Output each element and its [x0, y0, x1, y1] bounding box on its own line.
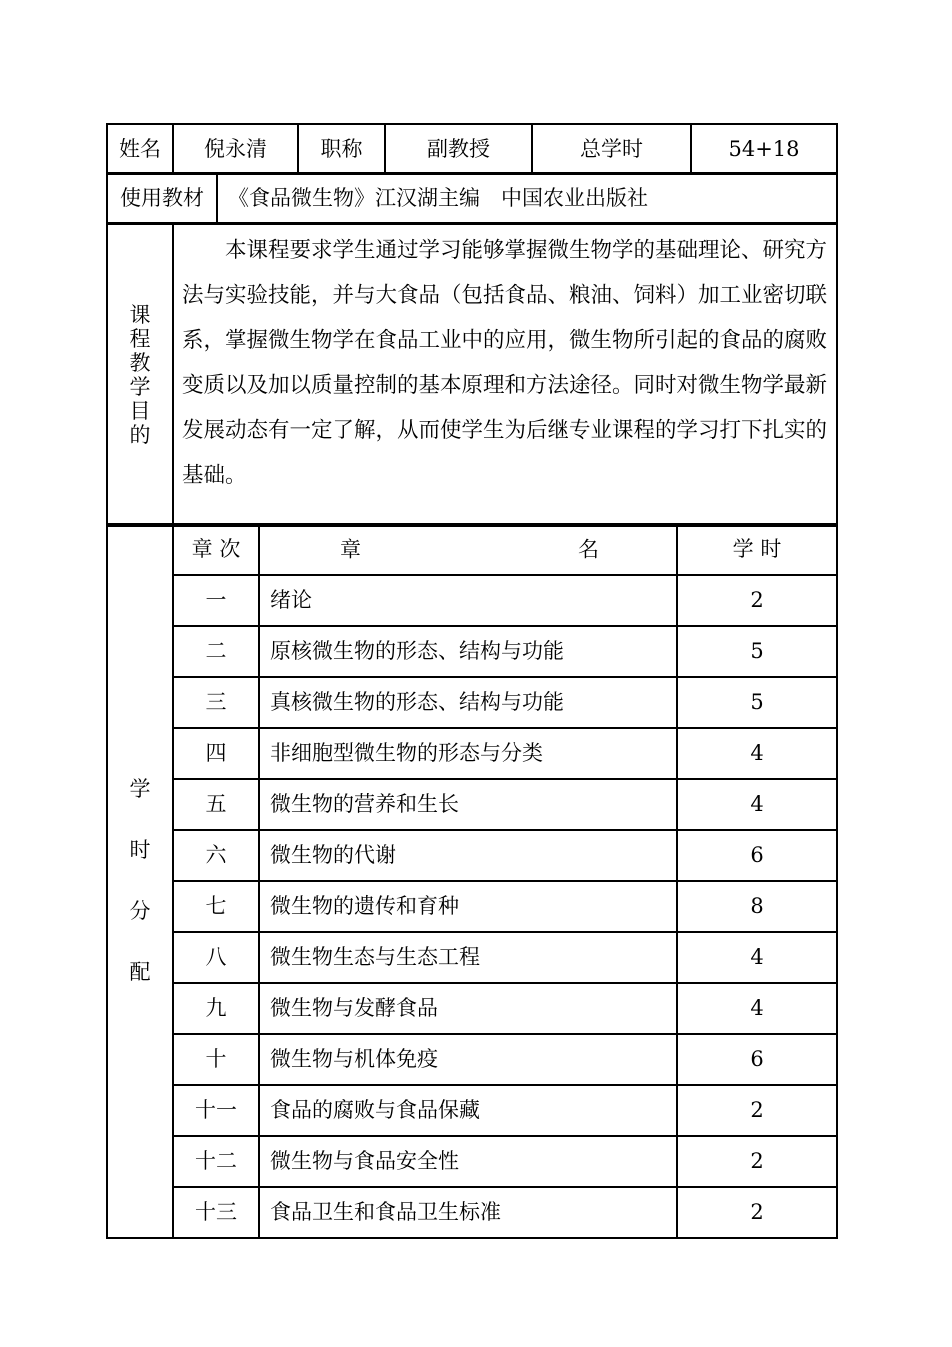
- hours-cell: 6: [677, 830, 837, 881]
- chapter-cell: 八: [173, 932, 259, 983]
- chapter-cell: 二: [173, 626, 259, 677]
- chapter-name-cell: 微生物与食品安全性: [259, 1136, 677, 1187]
- allocation-label-char: 分: [129, 899, 151, 923]
- chapter-cell: 九: [173, 983, 259, 1034]
- purpose-label-char: 教: [129, 351, 151, 375]
- table-row: [107, 1085, 837, 1136]
- table-row: [107, 728, 837, 779]
- name-label: 姓名: [107, 124, 173, 174]
- chapter-cell: 十二: [173, 1136, 259, 1187]
- chapter-name-cell: 微生物的营养和生长: [259, 779, 677, 830]
- hours-cell: 4: [677, 728, 837, 779]
- purpose-label-char: 课: [129, 303, 151, 327]
- hours-cell: 4: [677, 983, 837, 1034]
- table-row: [107, 932, 837, 983]
- table-row: [107, 1136, 837, 1187]
- chapter-name-cell: 微生物的代谢: [259, 830, 677, 881]
- table-row: [107, 983, 837, 1034]
- allocation-label-char: 配: [129, 960, 151, 984]
- table-row: [107, 677, 837, 728]
- allocation-label-char: 学: [129, 777, 151, 801]
- chapter-cell: 十: [173, 1034, 259, 1085]
- chapter-cell: 三: [173, 677, 259, 728]
- purpose-label: [107, 224, 173, 526]
- purpose-label-char: 的: [129, 423, 151, 447]
- hours-cell: 5: [677, 677, 837, 728]
- column-header-name-b: 名: [578, 537, 599, 561]
- table-row: [107, 779, 837, 830]
- purpose-text: 本课程要求学生通过学习能够掌握微生物学的基础理论、研究方法与实验技能，并与大食品（包括食品、粮油、饲料）加工业密切联系，掌握微生物学在食品工业中的应用，微生物所引起的食品的腐败变质以及加以质量控制的基本原理和方法途径。同时对微生物学最新发展动态有一定了解，从而使学生为后继专业课程的学习打下扎实的基础。: [173, 224, 837, 526]
- purpose-label-char: 目: [129, 399, 151, 423]
- hours-cell: 2: [677, 1136, 837, 1187]
- hours-cell: 4: [677, 932, 837, 983]
- table-row: [107, 575, 837, 626]
- hours-cell: 8: [677, 881, 837, 932]
- hours-cell: 2: [677, 1187, 837, 1238]
- column-header-name: [259, 524, 677, 575]
- total-hours-label: 总学时: [532, 124, 691, 174]
- chapter-cell: 六: [173, 830, 259, 881]
- chapter-name-cell: 非细胞型微生物的形态与分类: [259, 728, 677, 779]
- purpose-label-char: 程: [129, 327, 151, 351]
- hours-cell: 6: [677, 1034, 837, 1085]
- purpose-label-char: 学: [129, 375, 151, 399]
- name-value: 倪永清: [173, 124, 298, 174]
- textbook-label: 使用教材: [107, 173, 217, 223]
- title-label: 职称: [298, 124, 385, 174]
- chapter-name-cell: 食品卫生和食品卫生标准: [259, 1187, 677, 1238]
- course-header-table: [106, 123, 838, 175]
- chapter-name-cell: 微生物的遗传和育种: [259, 881, 677, 932]
- column-header-chapter: 章 次: [173, 524, 259, 575]
- column-header-name-a: 章: [340, 537, 361, 561]
- course-purpose-table: [106, 223, 838, 527]
- chapter-cell: 十一: [173, 1085, 259, 1136]
- title-value: 副教授: [385, 124, 532, 174]
- chapter-name-cell: 原核微生物的形态、结构与功能: [259, 626, 677, 677]
- total-hours-value: 54+18: [691, 124, 837, 174]
- chapter-name-cell: 微生物生态与生态工程: [259, 932, 677, 983]
- table-row: [107, 626, 837, 677]
- chapter-name-cell: 微生物与机体免疫: [259, 1034, 677, 1085]
- chapter-name-cell: 微生物与发酵食品: [259, 983, 677, 1034]
- table-row: [107, 1187, 837, 1238]
- chapter-cell: 五: [173, 779, 259, 830]
- textbook-table: [106, 172, 838, 224]
- hours-allocation-table: [106, 523, 838, 1239]
- chapter-name-cell: 食品的腐败与食品保藏: [259, 1085, 677, 1136]
- table-row: [107, 830, 837, 881]
- chapter-name-cell: 绪论: [259, 575, 677, 626]
- chapter-cell: 四: [173, 728, 259, 779]
- chapter-cell: 七: [173, 881, 259, 932]
- hours-cell: 2: [677, 1085, 837, 1136]
- chapter-cell: 十三: [173, 1187, 259, 1238]
- hours-cell: 5: [677, 626, 837, 677]
- allocation-label-char: 时: [129, 838, 151, 862]
- column-header-hours: 学 时: [677, 524, 837, 575]
- table-row: [107, 1034, 837, 1085]
- textbook-value: 《食品微生物》江汉湖主编 中国农业出版社: [217, 173, 837, 223]
- hours-cell: 2: [677, 575, 837, 626]
- chapter-cell: 一: [173, 575, 259, 626]
- chapter-name-cell: 真核微生物的形态、结构与功能: [259, 677, 677, 728]
- allocation-label: [107, 524, 173, 1238]
- hours-cell: 4: [677, 779, 837, 830]
- table-row: [107, 881, 837, 932]
